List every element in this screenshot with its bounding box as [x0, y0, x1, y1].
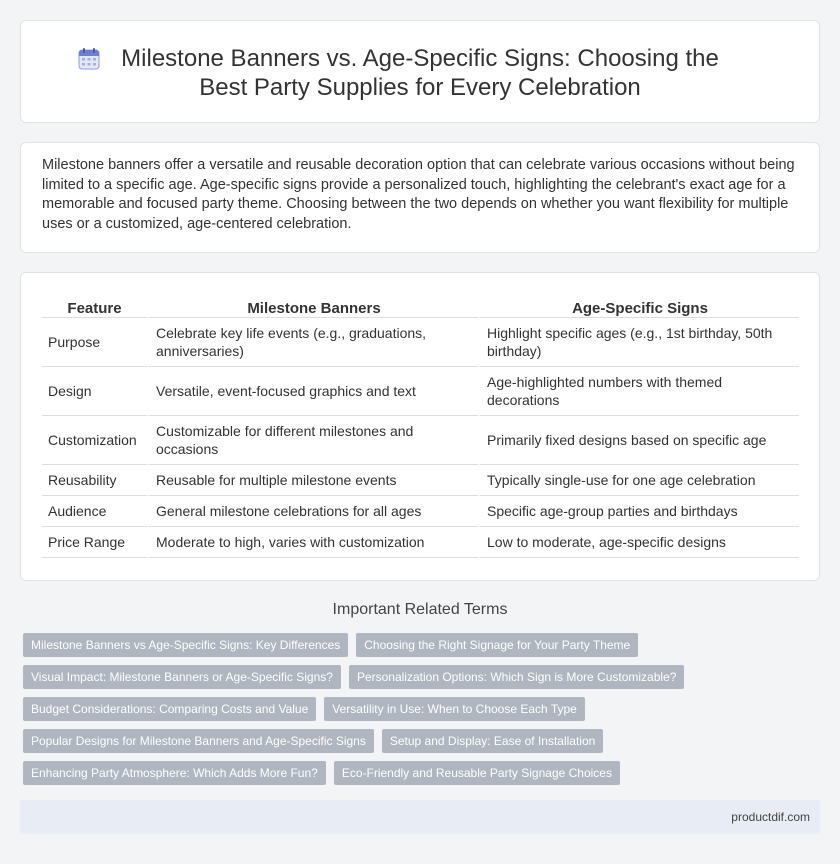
table-cell-milestone: Customizable for different milestones and occasions [147, 416, 478, 465]
table-cell-feature: Customization [42, 416, 147, 465]
table-header-row [42, 293, 799, 318]
table-cell-feature: Reusability [42, 465, 147, 496]
related-term-tag[interactable]: Visual Impact: Milestone Banners or Age-Specific Signs? [23, 665, 341, 689]
table-row [42, 416, 799, 465]
related-term-tag[interactable]: Milestone Banners vs Age-Specific Signs: Key Differences [23, 633, 348, 657]
related-term-tag[interactable]: Eco-Friendly and Reusable Party Signage Choices [334, 761, 620, 785]
table-row [42, 318, 799, 367]
tag-row [23, 633, 803, 657]
related-term-tag[interactable]: Enhancing Party Atmosphere: Which Adds More Fun? [23, 761, 326, 785]
table-cell-feature: Design [42, 367, 147, 416]
table-cell-age-specific: Age-highlighted numbers with themed decorations [478, 367, 799, 416]
table-cell-feature: Audience [42, 496, 147, 527]
intro-card [20, 142, 820, 253]
table-cell-age-specific: Low to moderate, age-specific designs [478, 527, 799, 558]
table-row [42, 496, 799, 527]
footer [20, 800, 820, 834]
table-cell-age-specific: Highlight specific ages (e.g., 1st birthday, 50th birthday) [478, 318, 799, 367]
table-header-age-specific-signs: Age-Specific Signs [478, 293, 799, 318]
table-cell-milestone: Celebrate key life events (e.g., graduations, anniversaries) [147, 318, 478, 367]
table-cell-feature: Price Range [42, 527, 147, 558]
related-term-tag[interactable]: Versatility in Use: When to Choose Each Type [324, 697, 585, 721]
table-row [42, 527, 799, 558]
page-title: Milestone Banners vs. Age-Specific Signs: Choosing the Best Party Supplies for Every Celebration [121, 45, 719, 101]
related-term-tag[interactable]: Choosing the Right Signage for Your Party Theme [356, 633, 638, 657]
related-terms-list [23, 633, 803, 793]
table-cell-milestone: Reusable for multiple milestone events [147, 465, 478, 496]
table-cell-age-specific: Specific age-group parties and birthdays [478, 496, 799, 527]
related-term-tag[interactable]: Personalization Options: Which Sign is More Customizable? [349, 665, 684, 689]
table-header-milestone-banners: Milestone Banners [147, 293, 478, 318]
table-row [42, 367, 799, 416]
comparison-card [20, 272, 820, 581]
table-row [42, 465, 799, 496]
related-terms-title: Important Related Terms [332, 601, 508, 618]
table-cell-milestone: General milestone celebrations for all ages [147, 496, 478, 527]
table-cell-age-specific: Typically single-use for one age celebration [478, 465, 799, 496]
related-term-tag[interactable]: Setup and Display: Ease of Installation [382, 729, 603, 753]
tag-row [23, 665, 803, 689]
table-cell-milestone: Versatile, event-focused graphics and text [147, 367, 478, 416]
tag-row [23, 697, 803, 721]
tag-row [23, 761, 803, 785]
intro-paragraph: Milestone banners offer a versatile and reusable decoration option that can celebrate various occasions without being limited to a specific age. Age-specific signs provide a personalized touch, highlighting the celebrant's exact age for a memorable and focused party theme. Choosing between the two depends on whether you want flexibility for multiple uses or a customized, age-centered celebration. [42, 157, 795, 232]
header-card [20, 20, 820, 123]
tag-row [23, 729, 803, 753]
related-term-tag[interactable]: Budget Considerations: Comparing Costs and Value [23, 697, 316, 721]
table-cell-milestone: Moderate to high, varies with customization [147, 527, 478, 558]
table-header-feature: Feature [42, 293, 147, 318]
table-cell-feature: Purpose [42, 318, 147, 367]
comparison-table [42, 293, 799, 558]
table-cell-age-specific: Primarily fixed designs based on specific age [478, 416, 799, 465]
related-term-tag[interactable]: Popular Designs for Milestone Banners and Age-Specific Signs [23, 729, 374, 753]
footer-site-link[interactable]: productdif.com [731, 810, 810, 824]
